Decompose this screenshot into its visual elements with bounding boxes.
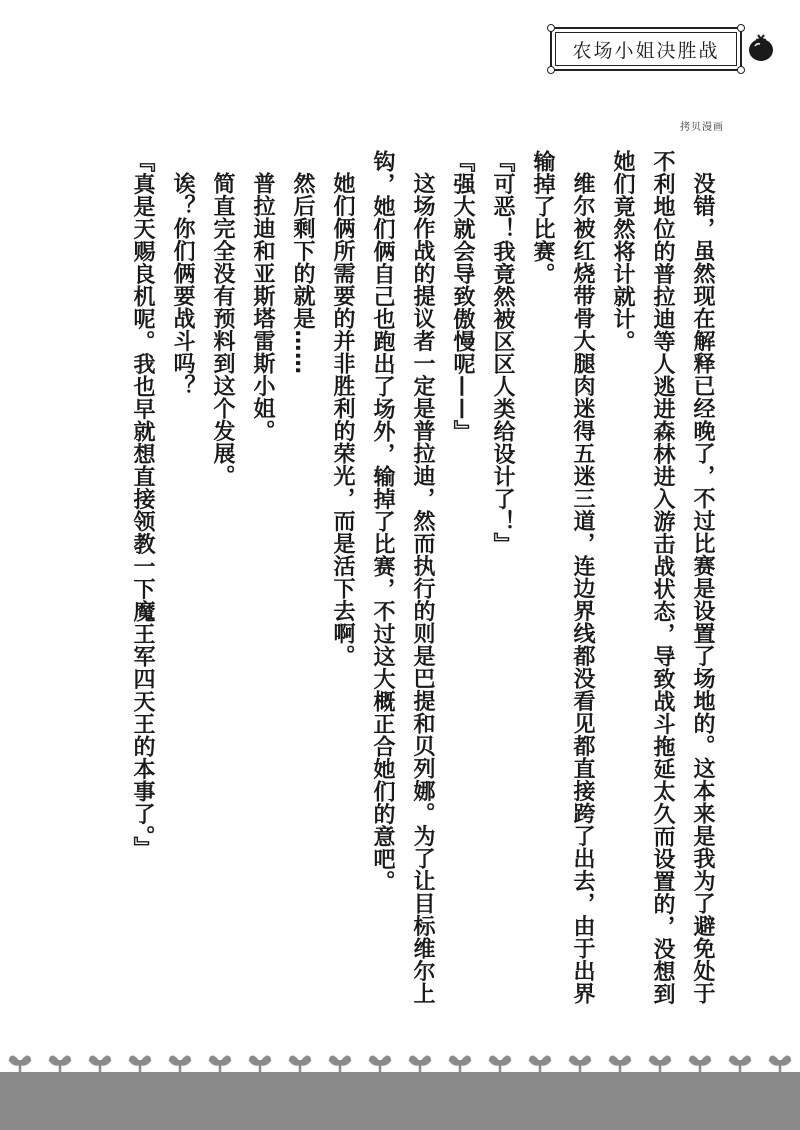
paragraph-8: 诶？你们俩要战斗吗？ — [170, 172, 195, 397]
dialogue-1: 『可恶！我竟然被区区人类给设计了！』 — [490, 150, 515, 555]
sprout-icon — [770, 1057, 790, 1074]
novel-body-text — [82, 150, 722, 1005]
paragraph-1: 没错，虽然现在解释已经晚了，不过比赛是设置了场地的。这本来是我为了避免处于不利地位的普拉迪等人逃进森林进入游击战状态，导致战斗拖延太久而设置的，没想到她们竟然将计就计。 — [610, 150, 715, 1005]
sprout-icon — [530, 1057, 550, 1074]
sprout-icon — [130, 1057, 150, 1074]
sprout-icon — [690, 1057, 710, 1074]
watermark-logo: 拷贝漫画 — [680, 122, 724, 133]
frame-corner-ornament — [547, 24, 555, 32]
sprout-icon — [410, 1057, 430, 1074]
sprout-icon — [170, 1057, 190, 1074]
tomato-icon — [746, 33, 776, 63]
paragraph-5: 然后剩下的就是…… — [290, 172, 315, 375]
sprout-icon — [250, 1057, 270, 1074]
sprout-icon — [610, 1057, 630, 1074]
sprout-icon — [650, 1057, 670, 1074]
sprout-icon — [10, 1057, 30, 1074]
dialogue-2: 『强大就会导致傲慢呢——』 — [450, 150, 475, 443]
sprout-icon — [490, 1057, 510, 1074]
frame-corner-ornament — [737, 66, 745, 74]
frame-corner-ornament — [737, 24, 745, 32]
sprout-icon — [730, 1057, 750, 1074]
dialogue-3: 『真是天赐良机呢。我也早就想直接领教一下魔王军四天王的本事了。』 — [130, 150, 155, 859]
paragraph-6: 普拉迪和亚斯塔雷斯小姐。 — [250, 172, 275, 442]
paragraph-3: 这场作战的提议者一定是普拉迪，然而执行的则是巴提和贝列娜。为了让目标维尔上钩，她们俩自己也跑出了场外，输掉了比赛，不过这大概正合她们的意吧。 — [370, 150, 435, 1005]
sprout-icon — [370, 1057, 390, 1074]
sprout-icon — [290, 1057, 310, 1074]
paragraph-7: 简直完全没有预料到这个发展。 — [210, 172, 235, 487]
chapter-title: 农场小姐决胜战 — [572, 39, 720, 62]
sprout-icon — [570, 1057, 590, 1074]
paragraph-4: 她们俩所需要的并非胜利的荣光，而是活下去啊。 — [330, 172, 355, 667]
sprout-icon — [50, 1057, 70, 1074]
sprout-icon — [330, 1057, 350, 1074]
paragraph-2: 维尔被红烧带骨大腿肉迷得五迷三道，连边界线都没看见都直接跨了出去，由于出界输掉了比赛。 — [530, 150, 595, 1005]
chapter-title-box — [550, 27, 742, 71]
sprout-icon — [210, 1057, 230, 1074]
footer-sprout-band — [0, 1030, 800, 1130]
frame-corner-ornament — [547, 66, 555, 74]
sprout-icon — [90, 1057, 110, 1074]
sprout-icon — [450, 1057, 470, 1074]
